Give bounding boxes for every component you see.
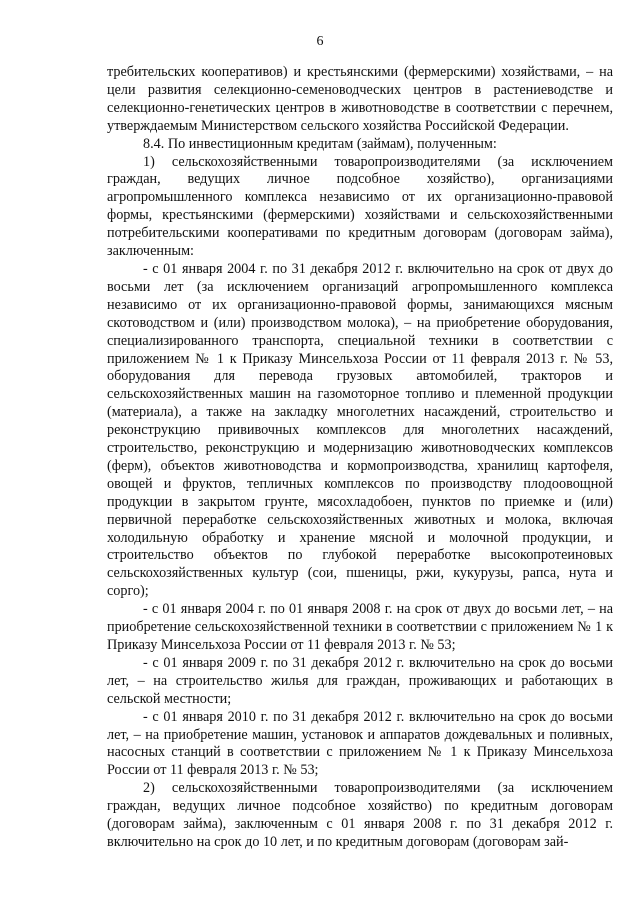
paragraph-3: 1) сельскохозяйственными товаропроизводителями (за исключением граждан, ведущих личное подсобное хозяйство), организациями агропромышленного комплекса независимо от их организационно-правовой формы, крестьянскими (фермерскими) хозяйствами и сельскохозяйственными потребительскими кооперативами по кредитным договорам (договорам займа), заключенным: xyxy=(107,153,613,260)
paragraph-5: - с 01 января 2004 г. по 01 января 2008 г. на срок от двух до восьми лет, – на приобретение сельскохозяйственной техники в соответствии с приложением № 1 к Приказу Минсельхоза России от 11 февраля 2013 г. № 53; xyxy=(107,601,613,653)
document-body xyxy=(107,64,613,852)
paragraph-7: - с 01 января 2010 г. по 31 декабря 2012 г. включительно на срок до восьми лет, – на приобретение машин, установок и аппаратов дождевальных и поливных, насосных станций в соответствии с приложением № 1 к Приказу Минсельхоза России от 11 февраля 2013 г. № 53; xyxy=(107,708,613,779)
paragraph-6: - с 01 января 2009 г. по 31 декабря 2012 г. включительно на срок до восьми лет, – на строительство жилья для граждан, проживающих и работающих в сельской местности; xyxy=(107,654,613,707)
paragraph-4: - с 01 января 2004 г. по 31 декабря 2012 г. включительно на срок от двух до восьми лет (за исключением организаций агропромышленного комплекса независимо от их организационно-правовой формы, занимающихся мясным скотоводством и (или) производством молока), – на приобретение оборудования, специализированного транспорта, специальной техники в соответствии с приложением № 1 к Приказу Минсельхоза России от 11 февраля 2013 г. № 53, оборудования для перевода грузовых автомобилей, тракторов и сельскохозяйственных машин на газомоторное топливо и племенной продукции (материала), а также на закладку многолетних насаждений, строительство и реконструкцию прививочных комплексов для многолетних насаждений, строительство, реконструкцию и модернизацию животноводческих комплексов (ферм), объектов животноводства и кормопроизводства, хранилищ картофеля, овощей и фруктов, тепличных комплексов по производству плодоовощной продукции в закрытом грунте, мясохладобоен, пунктов по приемке и (или) первичной переработке сельскохозяйственных животных и молока, включая холодильную обработку и хранение мясной и молочной продукции, и строительство объектов по глубокой переработке высокопротеиновых сельскохозяйственных культур (сои, пшеницы, ржи, кукурузы, рапса, нута и сорго); xyxy=(107,260,613,600)
page-number: 6 xyxy=(316,34,324,49)
paragraph-1: требительских кооперативов) и крестьянскими (фермерскими) хозяйствами, – на цели развития селекционно-семеноводческих центров в растениеводстве и селекционно-генетических центров в животноводстве в соответствии с перечнем, утверждаемым Министерством сельского хозяйства Российской Федерации. xyxy=(107,64,613,134)
paragraph-8: 2) сельскохозяйственными товаропроизводителями (за исключением граждан, ведущих личное подсобное хозяйство) по кредитным договорам (договорам займа), заключенным с 01 января 2008 г. по 31 декабря 2012 г. включительно на срок до 10 лет, и по кредитным договорам (договорам зай- xyxy=(107,780,613,850)
paragraph-2: 8.4. По инвестиционным кредитам (займам), полученным: xyxy=(143,135,497,152)
